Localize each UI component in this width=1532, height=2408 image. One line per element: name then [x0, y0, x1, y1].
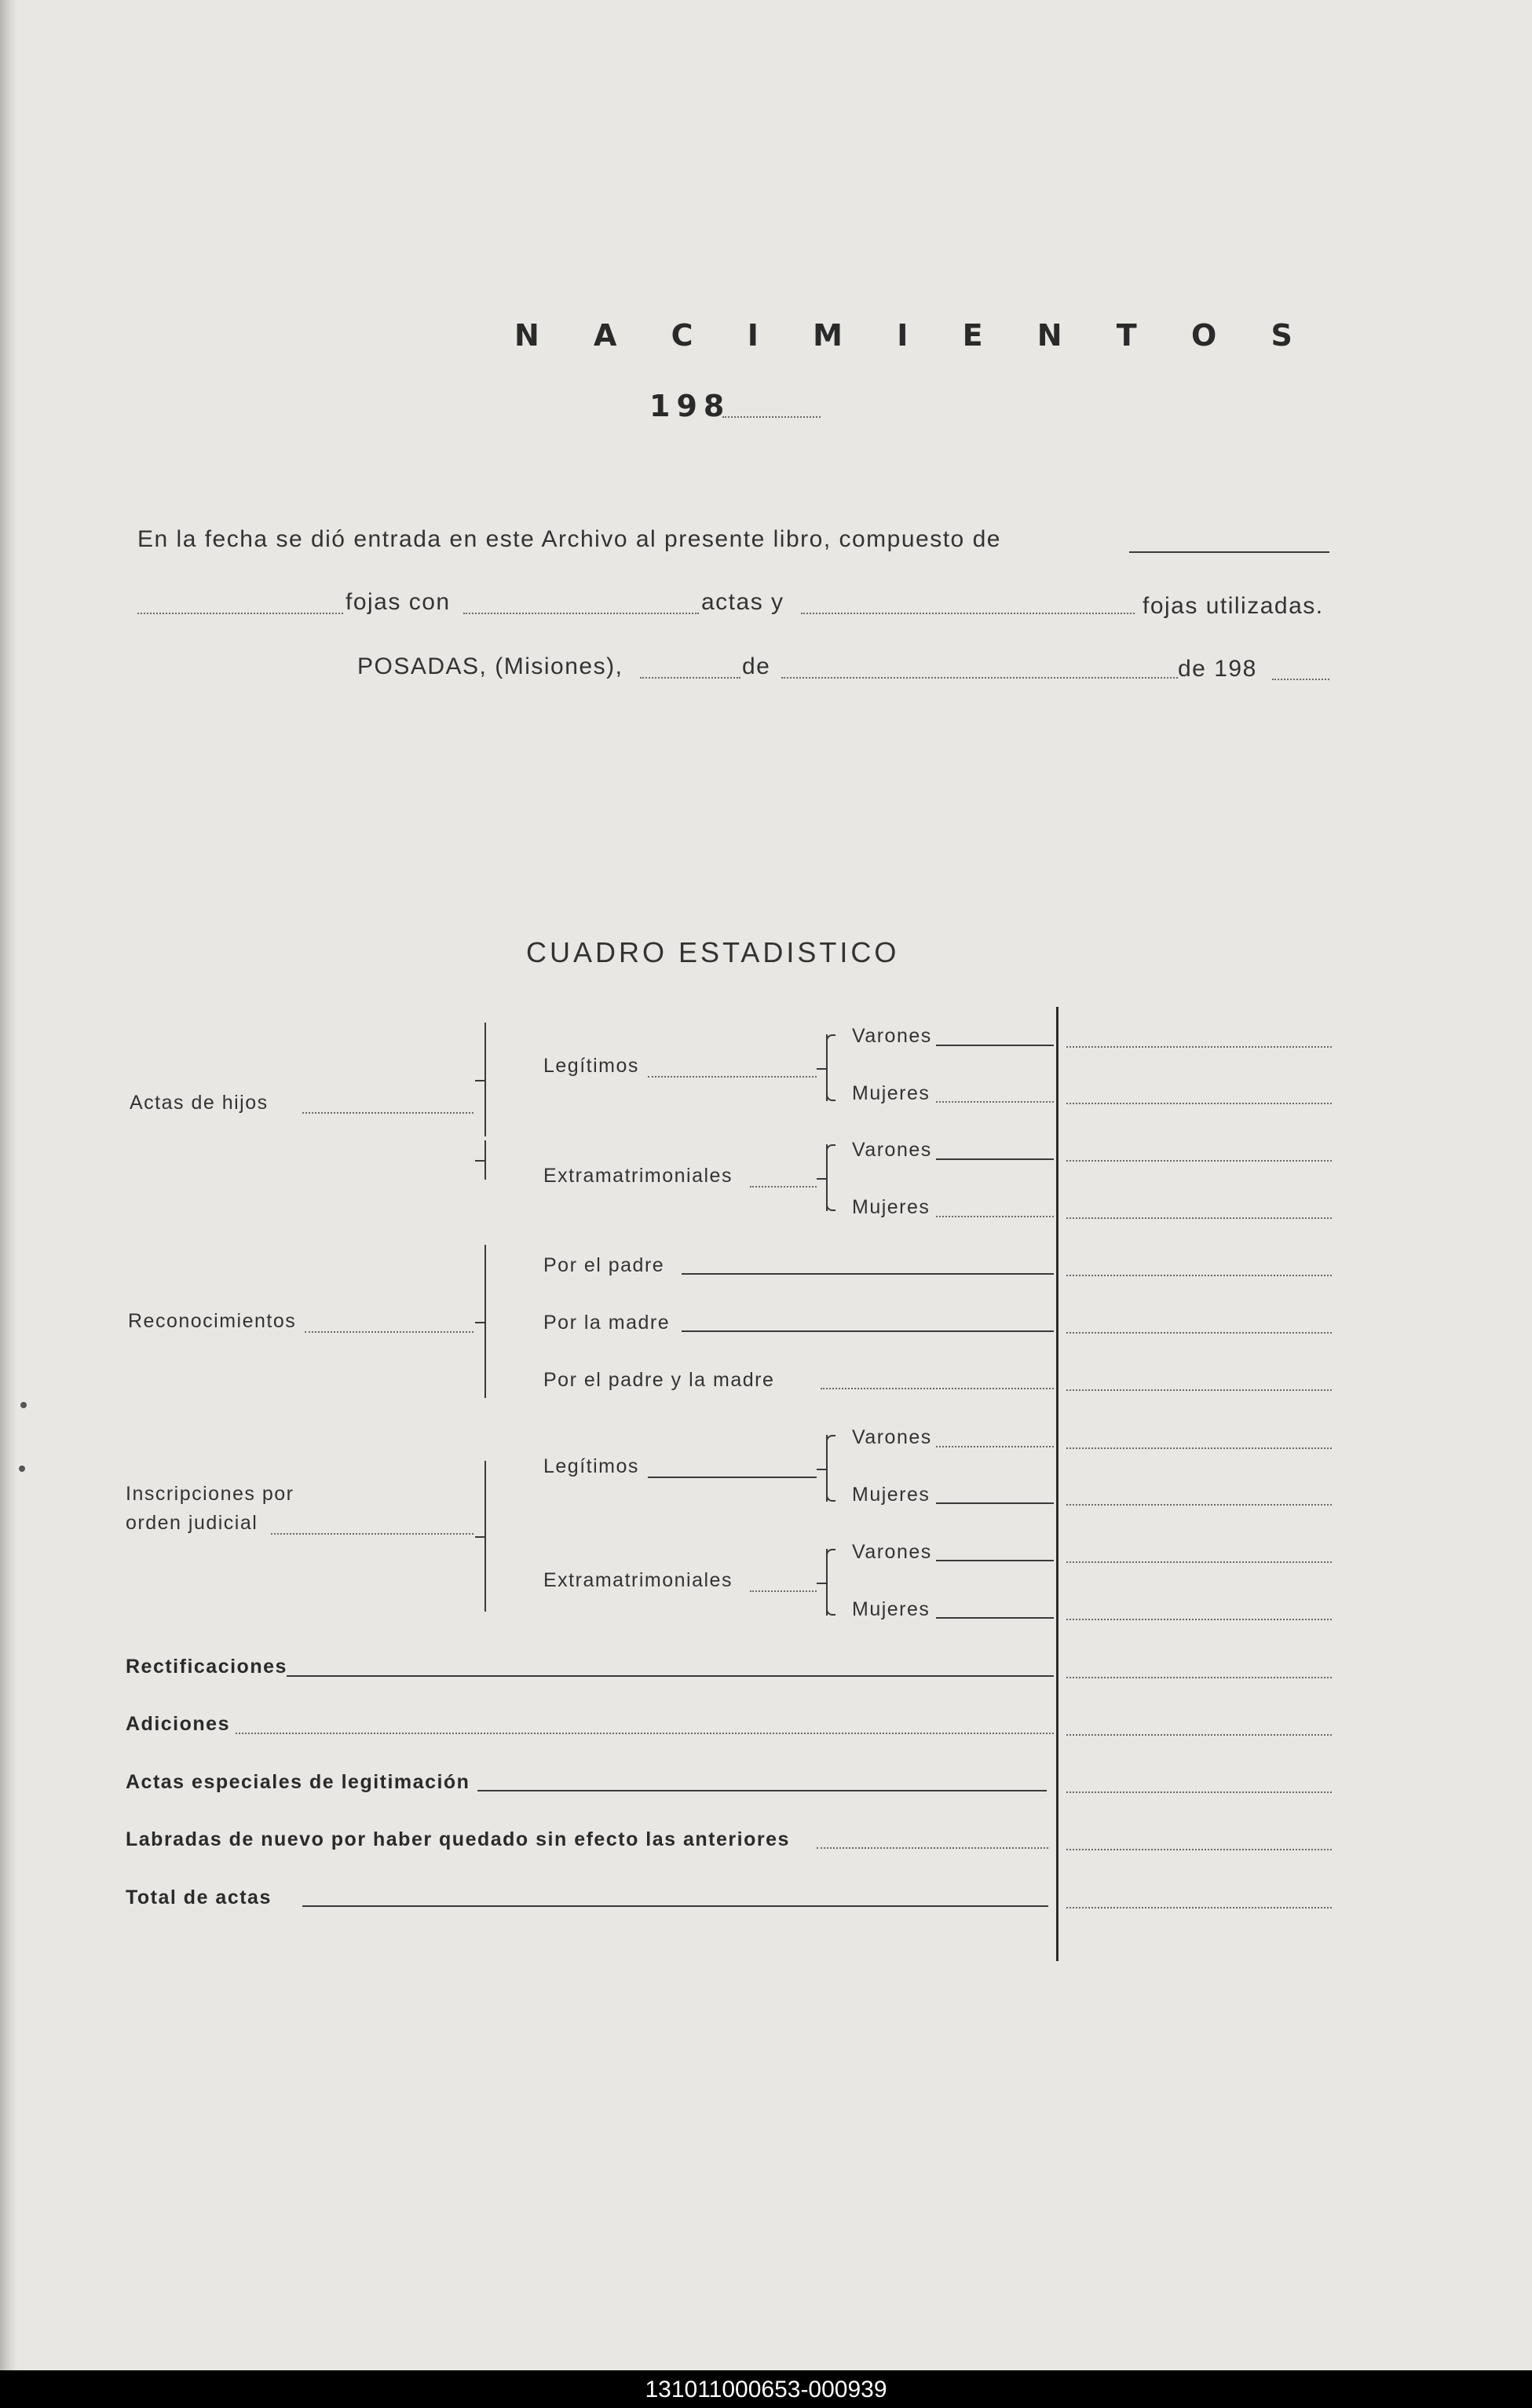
value-por-el-padre [1066, 1275, 1332, 1276]
row-labradas: Labradas de nuevo por haber quedado sin efecto las anteriores [126, 1828, 790, 1850]
value-rectificaciones [1066, 1677, 1332, 1678]
intro-line-1: En la fecha se dió entrada en este Archivo al presente libro, compuesto de [137, 526, 1001, 552]
extramat-1-leader [750, 1186, 817, 1188]
group-inscripciones-2: orden judicial [126, 1512, 258, 1534]
sub-legitimos-2: Legítimos [543, 1455, 639, 1477]
group-inscripciones-1: Inscripciones por [126, 1483, 294, 1505]
row-legitimacion: Actas especiales de legitimación [126, 1771, 470, 1793]
value-varones-2 [1066, 1160, 1332, 1162]
intro-fojas-utilizadas: fojas utilizadas. [1143, 593, 1324, 619]
intro-de-198: de 198 [1178, 656, 1257, 682]
row-rectificaciones: Rectificaciones [126, 1656, 287, 1678]
brace-legitimos-2 [826, 1435, 835, 1502]
intro-actas-y: actas y [701, 589, 784, 615]
paper-speck [19, 1466, 25, 1472]
value-mujeres-2 [1066, 1217, 1332, 1219]
value-adiciones [1066, 1734, 1332, 1736]
mujeres-3-line [936, 1502, 1054, 1504]
year-end-blank [1272, 679, 1329, 680]
paper-speck [20, 1402, 27, 1408]
mujeres-1-line [936, 1101, 1054, 1103]
varones-2-line [936, 1158, 1054, 1160]
value-mujeres-1 [1066, 1103, 1332, 1104]
intro-de: de [742, 653, 771, 679]
brace-inscripciones [484, 1461, 486, 1612]
page-edge-shadow [0, 0, 17, 2370]
legitimos-1-leader [648, 1076, 817, 1078]
brace-extramat-2 [826, 1549, 835, 1616]
brace-extramat-1 [826, 1144, 835, 1211]
intro-fojas-con: fojas con [346, 589, 451, 615]
mujeres-2: Mujeres [852, 1196, 931, 1218]
sub-legitimos-1: Legítimos [543, 1055, 639, 1077]
por-ambos: Por el padre y la madre [543, 1369, 775, 1391]
brace-actas-hijos-lower [484, 1140, 486, 1180]
total-line [302, 1905, 1048, 1907]
year-label: 198 [649, 389, 731, 423]
column-divider [1056, 1007, 1059, 1961]
value-varones-3 [1066, 1447, 1332, 1449]
sub-extramatrimoniales-1: Extramatrimoniales [543, 1165, 733, 1187]
legitimacion-line [477, 1790, 1047, 1791]
por-el-padre: Por el padre [543, 1254, 665, 1276]
group-reconocimientos: Reconocimientos [128, 1310, 297, 1332]
varones-3-line [936, 1446, 1054, 1447]
reconocimientos-leader [305, 1331, 473, 1333]
value-mujeres-4 [1066, 1619, 1332, 1620]
fojas-blank [137, 613, 343, 614]
stats-title: CUADRO ESTADISTICO [526, 936, 900, 968]
mujeres-4-line [936, 1617, 1054, 1619]
varones-4: Varones [852, 1541, 932, 1563]
row-adiciones: Adiciones [126, 1713, 230, 1735]
actas-blank [463, 613, 699, 614]
mujeres-3: Mujeres [852, 1484, 931, 1506]
fojas-utilizadas-blank [801, 613, 1135, 614]
varones-1: Varones [852, 1025, 932, 1047]
year-blank [722, 416, 821, 418]
varones-2: Varones [852, 1139, 932, 1161]
extramat-2-leader [750, 1590, 817, 1592]
inscripciones-leader [271, 1533, 473, 1535]
day-blank [640, 677, 740, 679]
sub-extramatrimoniales-2: Extramatrimoniales [543, 1569, 733, 1591]
value-varones-4 [1066, 1561, 1332, 1563]
por-la-madre-line [682, 1330, 1054, 1332]
por-el-padre-line [682, 1273, 1054, 1275]
legitimos-2-leader [648, 1477, 817, 1478]
varones-4-line [936, 1560, 1054, 1561]
rectificaciones-line [287, 1675, 1054, 1677]
fojas-count-blank [1129, 551, 1329, 553]
mujeres-4: Mujeres [852, 1598, 931, 1620]
intro-posadas: POSADAS, (Misiones), [357, 653, 623, 679]
value-mujeres-3 [1066, 1504, 1332, 1506]
varones-3: Varones [852, 1426, 932, 1448]
value-legitimacion [1066, 1791, 1332, 1793]
brace-legitimos-1 [826, 1034, 835, 1101]
value-varones-1 [1066, 1046, 1332, 1048]
brace-actas-hijos [484, 1023, 486, 1136]
group-actas-hijos: Actas de hijos [130, 1092, 269, 1114]
labradas-line [817, 1847, 1048, 1849]
value-por-ambos [1066, 1389, 1332, 1391]
value-labradas [1066, 1849, 1332, 1850]
mujeres-2-line [936, 1216, 1054, 1217]
por-la-madre: Por la madre [543, 1312, 671, 1334]
footer-code: 131011000653-000939 [645, 2377, 887, 2403]
varones-1-line [936, 1045, 1054, 1046]
value-por-la-madre [1066, 1332, 1332, 1334]
brace-reconocimientos [484, 1245, 486, 1398]
mujeres-1: Mujeres [852, 1082, 931, 1104]
month-blank [781, 677, 1178, 679]
actas-hijos-leader [302, 1112, 473, 1114]
document-title: N A C I M I E N T O S [514, 318, 1314, 353]
por-ambos-line [821, 1388, 1054, 1389]
row-total: Total de actas [126, 1887, 272, 1908]
value-total [1066, 1907, 1332, 1908]
adiciones-line [236, 1733, 1054, 1734]
